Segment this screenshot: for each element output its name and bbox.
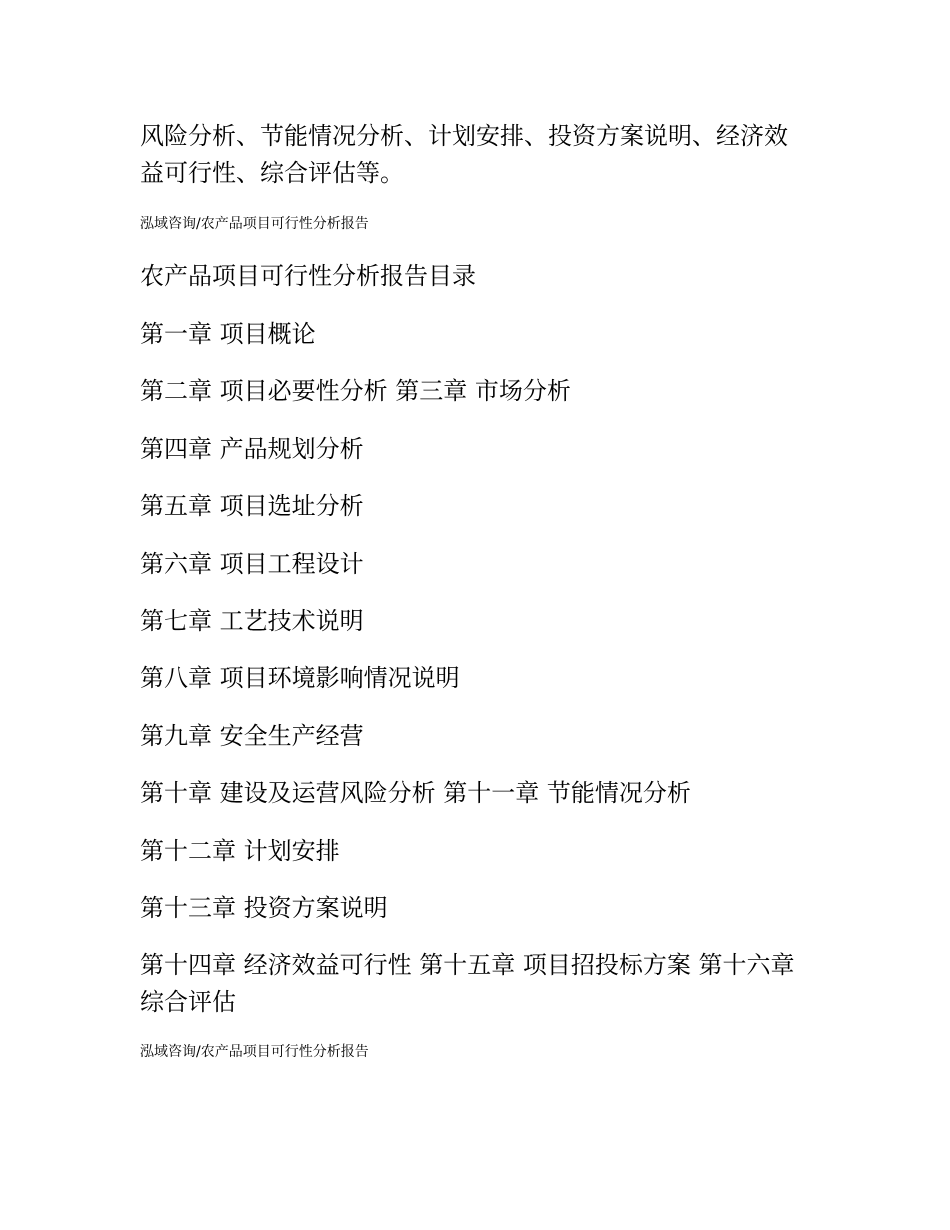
toc-line: 第八章 项目环境影响情况说明 bbox=[140, 664, 460, 693]
intro-paragraph: 风险分析、节能情况分析、计划安排、投资方案说明、经济效益可行性、综合评估等。 bbox=[140, 122, 788, 187]
toc-line: 第十二章 计划安排 bbox=[140, 836, 340, 865]
toc-line: 第十四章 经济效益可行性 第十五章 项目招投标方案 第十六章 综合评估 bbox=[140, 951, 795, 1017]
table-of-contents bbox=[140, 316, 810, 1042]
toc-line: 第九章 安全生产经营 bbox=[140, 721, 364, 750]
toc-line: 第十三章 投资方案说明 bbox=[140, 893, 388, 922]
running-header: 泓域咨询/农产品项目可行性分析报告 bbox=[140, 216, 369, 232]
toc-line: 第五章 项目选址分析 bbox=[140, 492, 364, 521]
toc-line: 第一章 项目概论 bbox=[140, 320, 316, 348]
toc-line: 第四章 产品规划分析 bbox=[140, 434, 364, 463]
running-footer: 泓域咨询/农产品项目可行性分析报告 bbox=[140, 1044, 369, 1060]
toc-line: 第六章 项目工程设计 bbox=[140, 549, 364, 578]
toc-line: 第二章 项目必要性分析 第三章 市场分析 bbox=[140, 377, 571, 406]
toc-title: 农产品项目可行性分析报告目录 bbox=[140, 262, 476, 290]
toc-line: 第七章 工艺技术说明 bbox=[140, 606, 364, 635]
toc-line: 第十章 建设及运营风险分析 第十一章 节能情况分析 bbox=[140, 779, 691, 808]
